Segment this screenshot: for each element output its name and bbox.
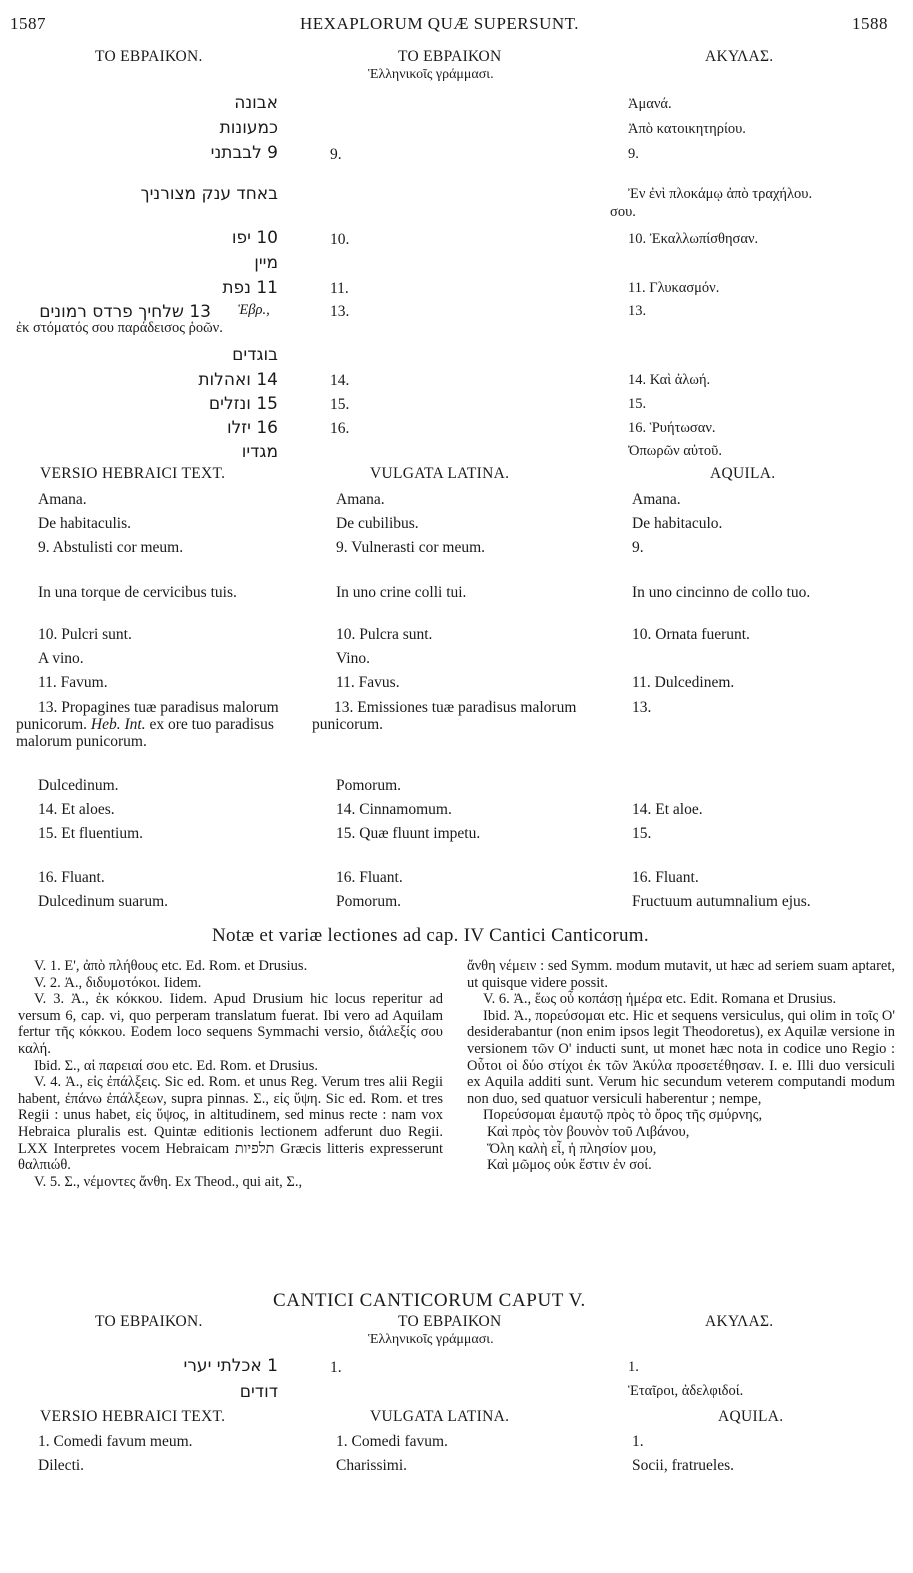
hebrew-line: 13 שלחיך פרדס רמונים bbox=[39, 302, 211, 322]
translit-line: 1. bbox=[330, 1359, 342, 1376]
aquila-lat-line: 15. bbox=[632, 825, 652, 842]
notes-right-column bbox=[467, 958, 895, 1174]
aquila-line: 16. Ῥυήτωσαν. bbox=[628, 420, 716, 436]
versio-line: 1. Comedi favum meum. bbox=[38, 1433, 193, 1450]
vulgata-line: 14. Cinnamomum. bbox=[336, 801, 452, 818]
versio-line: Dulcedinum suarum. bbox=[38, 893, 169, 910]
aquila-line: 13. bbox=[628, 303, 647, 319]
hebrew-line: מגדיו bbox=[241, 442, 278, 462]
note-paragraph: V. 2. Ἀ., διδυμοτόκοι. Iidem. bbox=[34, 974, 202, 991]
aquila-line: 15. bbox=[628, 396, 647, 412]
aquila-lat-line: 16. Fluant. bbox=[632, 869, 699, 886]
aquila-line: 1. bbox=[628, 1359, 639, 1375]
versio-line: Amana. bbox=[38, 491, 87, 508]
page-number-left: 1587 bbox=[10, 14, 46, 33]
aquila-line: 14. Καὶ ἀλωή. bbox=[628, 372, 711, 388]
translit-line: 11. bbox=[330, 280, 349, 297]
vulgata-line: Vino. bbox=[336, 650, 370, 667]
col-head-versio: VERSIO HEBRAICI TEXT. bbox=[40, 465, 226, 482]
aquila-lat-line: 10. Ornata fuerunt. bbox=[632, 626, 750, 643]
hebrew-line: אבונה bbox=[234, 93, 278, 113]
note-paragraph: Ibid. Ἀ., πορεύσομαι etc. Hic et sequens versiculus, qui olim in τοῖς Ο' desiderabantur (non enim ipsos legit Theodoretus), ex Aquilæ versione in versionem τῶν Ο' inducti sunt, ut monet hæc nota in codice uno Regio : Οὗτοι οἱ δύο στίχοι ἐκ τῶν Ἀκύλα προσετέθησαν. I. e. Illi duo versiculi ex Aquila additi sunt. Verum hic secundum veterem computandi modum non duo, sed quatuor versiculi haberentur ; nempe, bbox=[467, 1007, 895, 1107]
versio-line: ex ore tuo paradisus malorum punicorum. bbox=[16, 716, 274, 750]
vulgata-line: De cubilibus. bbox=[336, 515, 419, 532]
notes-left-column bbox=[18, 958, 443, 1190]
vulgata-line: 1. Comedi favum. bbox=[336, 1433, 448, 1450]
notes-title: Notæ et variæ lectiones ad cap. IV Cantici Canticorum. bbox=[212, 925, 649, 946]
vulgata-line: 13. Emissiones tuæ paradisus malorum punicorum. bbox=[312, 699, 577, 733]
aquila-line: σου. bbox=[610, 204, 636, 220]
note-paragraph: V. 5. Σ., νέμοντες ἄνθη. Ex Theod., qui ait, Σ., bbox=[34, 1173, 303, 1190]
translit-line: 15. bbox=[330, 396, 350, 413]
col-head-vulgata: VULGATA LATINA. bbox=[370, 465, 510, 482]
translit-line: 10. bbox=[330, 231, 350, 248]
verse-line: Πορεύσομαι ἐμαυτῷ πρὸς τὸ ὄρος τῆς σμύρνης, bbox=[483, 1107, 763, 1124]
versio-line: 11. Favum. bbox=[38, 674, 108, 691]
verse-line: Ὅλη καλὴ εἶ, ἡ πλησίον μου, bbox=[487, 1140, 657, 1157]
aquila-lat-line: 13. bbox=[632, 699, 652, 716]
aquila-line: Ἐν ἐνὶ πλοκάμῳ ἀπὸ τραχήλου. bbox=[628, 186, 813, 202]
hebrew-line: 15 ונזלים bbox=[208, 394, 278, 414]
hebrew-line: כמעונות bbox=[219, 118, 278, 138]
vulgata-line: 16. Fluant. bbox=[336, 869, 403, 886]
hebrew-ebr-note: Ἑβρ., bbox=[238, 302, 270, 318]
vulgata-line: 15. Quæ fluunt impetu. bbox=[336, 825, 481, 842]
hebrew-line: 11 נפת bbox=[222, 278, 278, 298]
versio-line: Dilecti. bbox=[38, 1457, 85, 1474]
note-paragraph: Ibid. Σ., αἱ παρειαί σου etc. Ed. Rom. et Drusius. bbox=[34, 1057, 318, 1074]
aquila-lat-line: 14. Et aloe. bbox=[632, 801, 703, 818]
aquila-lat-line: 1. bbox=[632, 1433, 644, 1450]
verse-line: Καὶ μῶμος οὐκ ἔστιν ἐν σοί. bbox=[487, 1157, 652, 1174]
aquila-line: 9. bbox=[628, 146, 639, 162]
aquila-lat-line: 9. bbox=[632, 539, 644, 556]
heb-int-label: Heb. Int. bbox=[90, 716, 146, 733]
hebrew-line: 10 יפו bbox=[231, 228, 278, 248]
versio-line: 13. Propagines tuæ paradisus malorum punicorum. bbox=[16, 699, 279, 733]
versio-line: 10. Pulcri sunt. bbox=[38, 626, 132, 643]
versio-line: 14. Et aloes. bbox=[38, 801, 115, 818]
versio-line: 16. Fluant. bbox=[38, 869, 105, 886]
vulgata-line: 9. Vulnerasti cor meum. bbox=[336, 539, 486, 556]
versio-line: De habitaculis. bbox=[38, 515, 131, 532]
col-head-aquila-lat: AQUILA. bbox=[710, 465, 776, 482]
col-head-aquila: ΑΚΥΛΑΣ. bbox=[705, 1313, 774, 1330]
page-number-right: 1588 bbox=[852, 14, 888, 33]
versio-13-block bbox=[16, 699, 300, 750]
aquila-line: Ἑταῖροι, ἀδελφιδοί. bbox=[628, 1383, 744, 1399]
col-head-hebrew-greek: ΤΟ ΕΒΡΑΙΚΟΝ bbox=[398, 1313, 502, 1330]
col-head-hebrew: ΤΟ ΕΒΡΑΙΚΟΝ. bbox=[95, 48, 203, 65]
translit-line: 16. bbox=[330, 420, 350, 437]
hebrew-ebr-cont: ἐκ στόματός σου παράδεισος ῥοῶν. bbox=[16, 320, 223, 336]
aquila-lat-line: De habitaculo. bbox=[632, 515, 723, 532]
aquila-line: Ὀπωρῶν αὐτοῦ. bbox=[628, 443, 722, 459]
aquila-lat-line: In uno cincinno de collo tuo. bbox=[632, 584, 811, 601]
versio-line: In una torque de cervicibus tuis. bbox=[38, 584, 237, 601]
translit-line: 14. bbox=[330, 372, 350, 389]
versio-line: Dulcedinum. bbox=[38, 777, 119, 794]
verse-line: Καὶ πρὸς τὸν βουνὸν τοῦ Λιβάνου, bbox=[487, 1123, 690, 1140]
hebrew-line: 1 אכלתי יערי bbox=[183, 1356, 278, 1376]
aquila-lat-line: 11. Dulcedinem. bbox=[632, 674, 735, 691]
col-head-aquila: ΑΚΥΛΑΣ. bbox=[705, 48, 774, 65]
vulgata-line: Pomorum. bbox=[336, 893, 402, 910]
hebrew-line: 14 ואהלות bbox=[198, 370, 278, 390]
col-subhead-greek-letters: Ἑλληνικοῖς γράμμασι. bbox=[368, 67, 494, 82]
versio-line: A vino. bbox=[38, 650, 84, 667]
vulgata-line: 11. Favus. bbox=[336, 674, 400, 691]
note-paragraph: V. 4. Ἀ., εἰς ἐπάλξεις. Sic ed. Rom. et unus Reg. Verum tres alii Regii habent, ἐπάνω ἐπάλξεων, supra pinnas. Σ., εἰς ὕψη. Sic ed. Rom. et tres Regii : unus habet, εἰς ὕψος, in altitudinem, sed minus recte : nam vox Hebraica pluralis est. Quintæ editionis lectionem adferunt duo Regii. LXX Interpretes vocem Hebraicam תלפיות Græcis litteris expresserunt θαλπιώθ. bbox=[18, 1074, 443, 1174]
vulgata-line: Pomorum. bbox=[336, 777, 402, 794]
col-head-versio: VERSIO HEBRAICI TEXT. bbox=[40, 1408, 226, 1425]
col-head-hebrew: ΤΟ ΕΒΡΑΙΚΟΝ. bbox=[95, 1313, 203, 1330]
note-paragraph: V. 6. Ἀ., ἕως οὗ κοπάσῃ ἡμέρα etc. Edit. Romana et Drusius. bbox=[483, 991, 837, 1008]
aquila-lat-line: Fructuum autumnalium ejus. bbox=[632, 893, 811, 910]
aquila-lat-line: Amana. bbox=[632, 491, 681, 508]
aquila-line: 10. Ἐκαλλωπίσθησαν. bbox=[628, 231, 759, 247]
vulgata-line: 10. Pulcra sunt. bbox=[336, 626, 433, 643]
chapter-title: CANTICI CANTICORUM CAPUT V. bbox=[273, 1290, 586, 1311]
hebrew-line: מיין bbox=[254, 253, 278, 273]
col-subhead-greek-letters: Ἑλληνικοῖς γράμμασι. bbox=[368, 1332, 494, 1347]
col-head-aquila-lat: AQUILA. bbox=[718, 1408, 784, 1425]
hebrew-line: דודים bbox=[239, 1382, 278, 1402]
versio-line: 9. Abstulisti cor meum. bbox=[38, 539, 184, 556]
versio-line: 15. Et fluentium. bbox=[38, 825, 144, 842]
translit-line: 13. bbox=[330, 303, 350, 320]
hebrew-line: בוגדים bbox=[232, 345, 278, 365]
aquila-line: Ἀπὸ κατοικητηρίου. bbox=[628, 121, 746, 137]
note-paragraph: ἄνθη νέμειν : sed Symm. modum mutavit, ut hæc ad seriem suam aptaret, ut quisque videre possit. bbox=[467, 958, 895, 991]
aquila-lat-line: Socii, fratrueles. bbox=[632, 1457, 735, 1474]
vulgata-line: Amana. bbox=[336, 491, 385, 508]
hebrew-line: 16 יזלו bbox=[226, 418, 278, 438]
vulgata-line: In uno crine colli tui. bbox=[336, 584, 467, 601]
translit-line: 9. bbox=[330, 146, 342, 163]
col-head-vulgata: VULGATA LATINA. bbox=[370, 1408, 510, 1425]
note-paragraph: V. 1. Ε', ἀπὸ πλήθους etc. Ed. Rom. et Drusius. bbox=[34, 958, 308, 974]
vulgata-line: Charissimi. bbox=[336, 1457, 408, 1474]
aquila-line: Ἀμανά. bbox=[628, 96, 672, 112]
note-paragraph: V. 3. Ἀ., ἐκ κόκκου. Iidem. Apud Drusium hic locus reperitur ad versum 6, cap. vi, quo perperam translatum fuerat. Ibi vero ad Aquilam fertur τῆς κόκκου. Eodem loco sequens Symmachi versio, διάλεξίς σου καλή. bbox=[18, 991, 443, 1057]
aquila-line: 11. Γλυκασμόν. bbox=[628, 280, 720, 296]
hebrew-line: 9 לבבתני bbox=[210, 143, 278, 163]
col-head-hebrew-greek: ΤΟ ΕΒΡΑΙΚΟΝ bbox=[398, 48, 502, 65]
hebrew-line: באחד ענק מצורניך bbox=[140, 184, 278, 204]
running-title: HEXAPLORUM QUÆ SUPERSUNT. bbox=[300, 14, 580, 33]
